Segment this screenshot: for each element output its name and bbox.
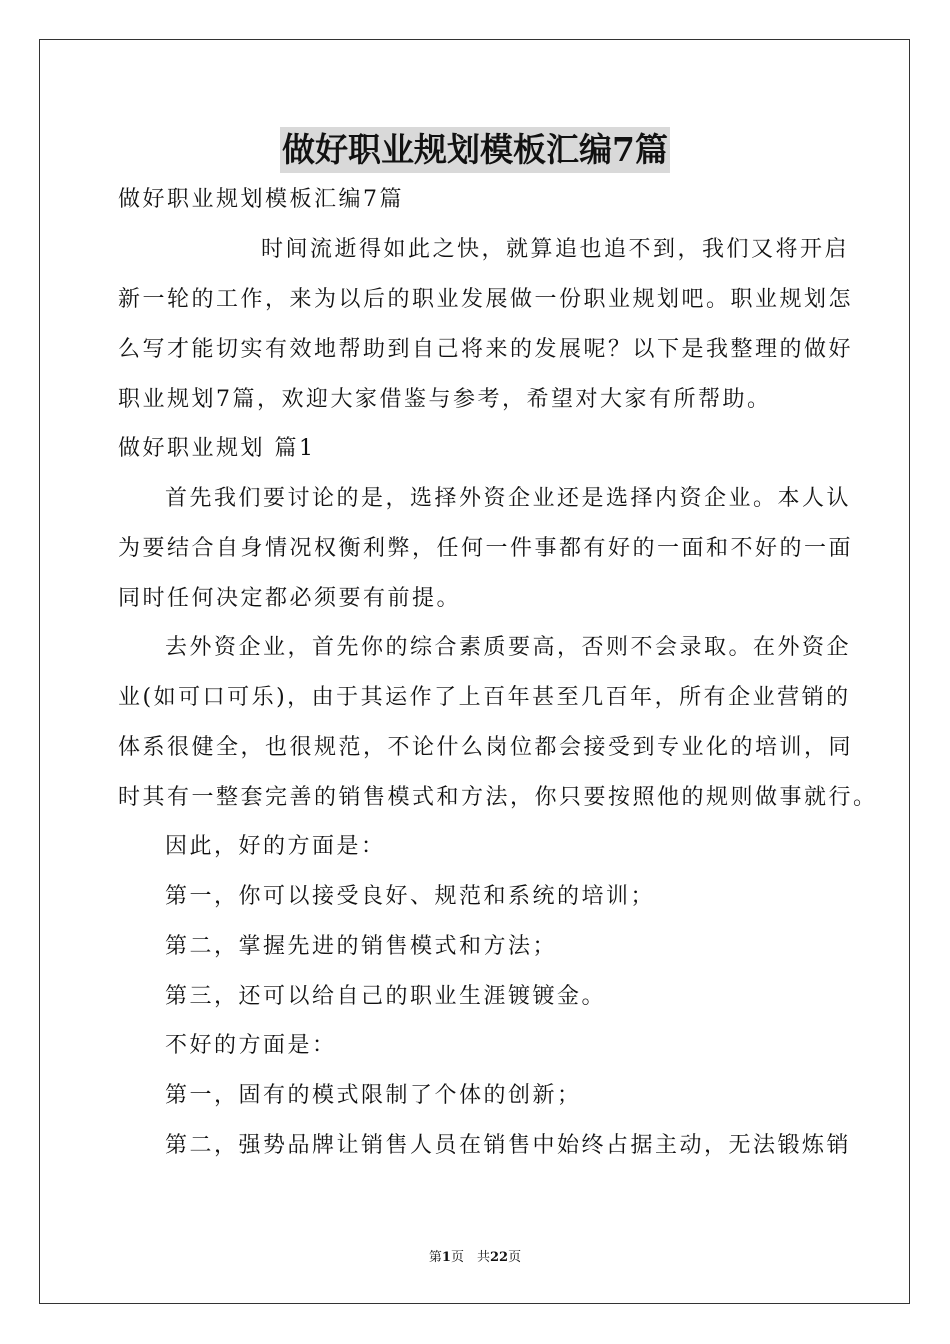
section-heading: 做好职业规划 篇1 <box>118 436 316 461</box>
page-footer <box>0 1249 950 1267</box>
footer-suffix: 页 <box>508 1250 522 1265</box>
paragraph-line: 同时任何决定都必须要有前提。 <box>118 586 462 611</box>
list-item: 第一，固有的模式限制了个体的创新； <box>165 1083 582 1108</box>
page-border <box>39 39 910 1304</box>
list-item: 第一，你可以接受良好、规范和系统的培训； <box>165 884 656 909</box>
title-container <box>0 127 950 173</box>
paragraph-line: 时其有一整套完善的销售模式和方法，你只要按照他的规则做事就行。 <box>118 785 878 810</box>
footer-middle: 页 共 <box>450 1250 490 1265</box>
footer-prefix: 第 <box>428 1250 442 1265</box>
paragraph-line: 去外资企业，首先你的综合素质要高，否则不会录取。在外资企 <box>165 635 852 660</box>
paragraph-line: 新一轮的工作，来为以后的职业发展做一份职业规划吧。职业规划怎 <box>118 287 854 312</box>
paragraph-line: 业(如可口可乐)，由于其运作了上百年甚至几百年，所有企业营销的 <box>118 685 851 710</box>
paragraph-line: 体系很健全，也很规范，不论什么岗位都会接受到专业化的培训，同 <box>118 735 854 760</box>
paragraph-line: 因此，好的方面是： <box>165 834 386 859</box>
paragraph-line: 不好的方面是： <box>165 1033 337 1058</box>
subtitle: 做好职业规划模板汇编7篇 <box>118 187 404 212</box>
list-item: 第二，掌握先进的销售模式和方法； <box>165 934 558 959</box>
paragraph-line: 首先我们要讨论的是，选择外资企业还是选择内资企业。本人认 <box>165 486 852 511</box>
paragraph-line: 职业规划7篇，欢迎大家借鉴与参考，希望对大家有所帮助。 <box>118 387 772 412</box>
footer-page-number: 1 <box>441 1250 451 1265</box>
list-item: 第二，强势品牌让销售人员在销售中始终占据主动，无法锻炼销 <box>165 1133 852 1158</box>
paragraph-line: 时间流逝得如此之快，就算追也追不到，我们又将开启 <box>261 237 850 262</box>
paragraph-line: 为要结合自身情况权衡利弊，任何一件事都有好的一面和不好的一面 <box>118 536 854 561</box>
footer-total-pages: 22 <box>489 1250 509 1265</box>
list-item: 第三，还可以给自己的职业生涯镀镀金。 <box>165 984 607 1009</box>
paragraph-line: 么写才能切实有效地帮助到自己将来的发展呢？以下是我整理的做好 <box>118 337 854 362</box>
document-title: 做好职业规划模板汇编7篇 <box>280 127 670 173</box>
